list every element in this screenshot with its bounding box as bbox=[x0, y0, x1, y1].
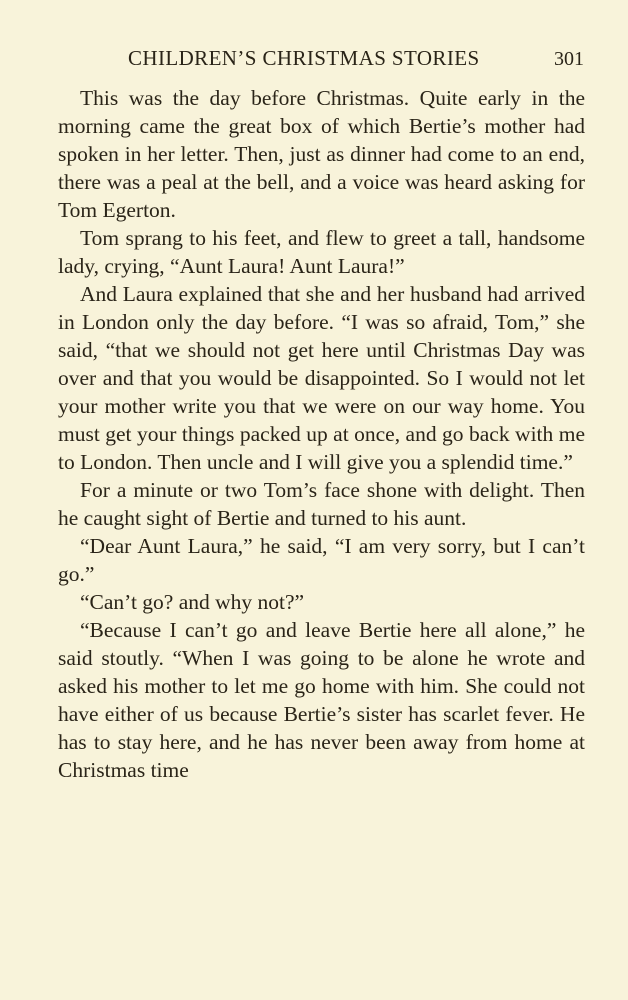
body-text bbox=[58, 84, 585, 784]
paragraph: Tom sprang to his feet, and flew to greet a tall, handsome lady, crying, “Aunt Laura! Aunt Laura!” bbox=[58, 226, 585, 278]
page-number: 301 bbox=[554, 48, 584, 70]
paragraph: “Can’t go? and why not?” bbox=[80, 590, 305, 614]
running-header bbox=[128, 46, 588, 76]
paragraph: For a minute or two Tom’s face shone with delight. Then he caught sight of Bertie and turned to his aunt. bbox=[58, 478, 585, 530]
paragraph: “Because I can’t go and leave Bertie here all alone,” he said stoutly. “When I was going to be alone he wrote and asked his mother to let me go home with him. She could not have either of us because Bertie’s sister has scarlet fever. He has to stay here, and he has never been away from home at Christmas time bbox=[58, 618, 585, 782]
paragraph: “Dear Aunt Laura,” he said, “I am very sorry, but I can’t go.” bbox=[58, 534, 585, 586]
running-title: CHILDREN’S CHRISTMAS STORIES bbox=[128, 46, 480, 70]
paragraph: This was the day before Christmas. Quite early in the morning came the great box of which Bertie’s mother had spoken in her letter. Then, just as dinner had come to an end, there was a peal at the bell, and a voice was heard asking for Tom Egerton. bbox=[58, 86, 585, 222]
paragraph: And Laura explained that she and her husband had arrived in London only the day before. “I was so afraid, Tom,” she said, “that we should not get here until Christmas Day was over and that you would be disappointed. So I would not let your mother write you that we were on our way home. You must get your things packed up at once, and go back with me to London. Then uncle and I will give you a splendid time.” bbox=[58, 282, 585, 474]
